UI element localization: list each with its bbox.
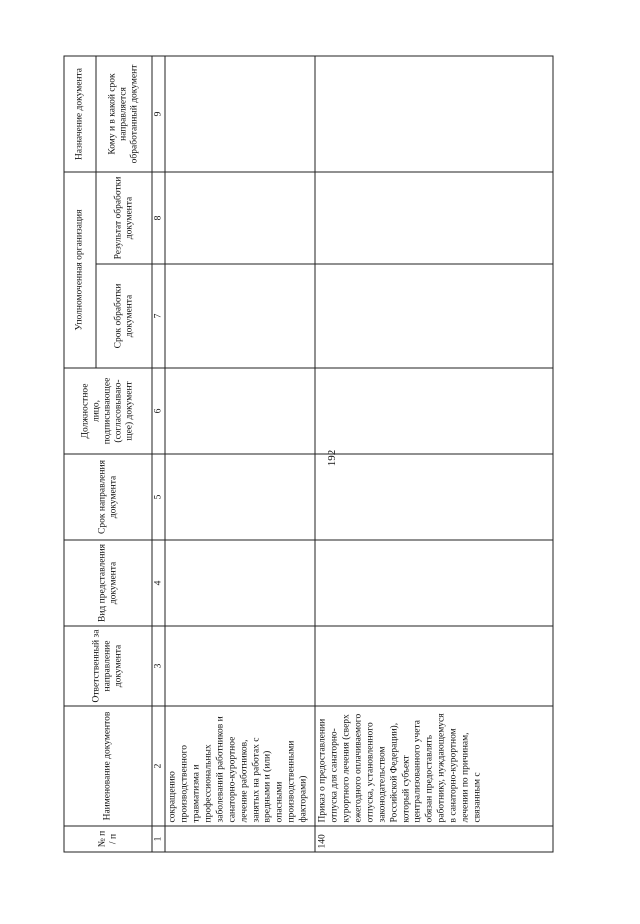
empty-cell — [165, 454, 315, 540]
column-number: 5 — [152, 454, 165, 540]
table-row — [315, 56, 553, 852]
empty-cell — [315, 56, 553, 172]
header-presentation-type: Вид представления документа — [64, 540, 152, 626]
row-name-cell: сокращению производственного травматизма и профессиональных заболеваний работников и санаторно-курортное лечение работников, занятых на работах с вредными и (или) опасными производственными факторами) — [165, 706, 315, 826]
column-number: 3 — [152, 626, 165, 706]
table-row — [165, 56, 315, 852]
empty-cell — [315, 540, 553, 626]
column-number: 9 — [152, 56, 165, 172]
column-number: 4 — [152, 540, 165, 626]
empty-cell — [315, 264, 553, 368]
empty-cell — [165, 626, 315, 706]
document-flow-table — [64, 55, 554, 852]
column-number: 7 — [152, 264, 165, 368]
empty-cell — [315, 368, 553, 454]
header-responsible: Ответственный за направление документа — [64, 626, 152, 706]
rotated-table-page — [64, 57, 567, 853]
column-number: 8 — [152, 172, 165, 264]
header-document-name: Наименование документов — [64, 706, 152, 826]
header-processing-deadline: Срок обработки документа — [96, 264, 152, 368]
header-number: № п / п — [64, 826, 152, 852]
header-authorized-organization: Уполномоченная организация — [64, 172, 96, 368]
column-number: 2 — [152, 706, 165, 826]
header-signing-official: Должностное лицо, подписывающее (согласовываю-щее) документ — [64, 368, 152, 454]
column-number: 6 — [152, 368, 165, 454]
header-document-purpose: Назначение документа — [64, 56, 96, 172]
empty-cell — [315, 172, 553, 264]
empty-cell — [315, 454, 553, 540]
header-recipient: Кому и в какой срок направляется обработанный документ — [96, 56, 152, 172]
row-name-cell: Приказ о предоставлении отпуска для санаторно-курортного лечения (сверх ежегодного оплачиваемого отпуска, установленного законодательством Российской Федерации), который субъект централизованного учета обязан предоставлять работнику, нуждающемуся в санаторно-курортном лечении по причинам, связанным с — [315, 706, 553, 826]
header-send-deadline: Срок направления документа — [64, 454, 152, 540]
row-number-cell: 140 — [315, 826, 553, 852]
empty-cell — [165, 56, 315, 172]
row-number-cell — [165, 826, 315, 852]
header-processing-result: Результат обработки документа — [96, 172, 152, 264]
empty-cell — [165, 172, 315, 264]
page-number: 192 — [326, 449, 338, 467]
empty-cell — [165, 540, 315, 626]
column-number: 1 — [152, 826, 165, 852]
empty-cell — [165, 264, 315, 368]
empty-cell — [315, 626, 553, 706]
empty-cell — [165, 368, 315, 454]
